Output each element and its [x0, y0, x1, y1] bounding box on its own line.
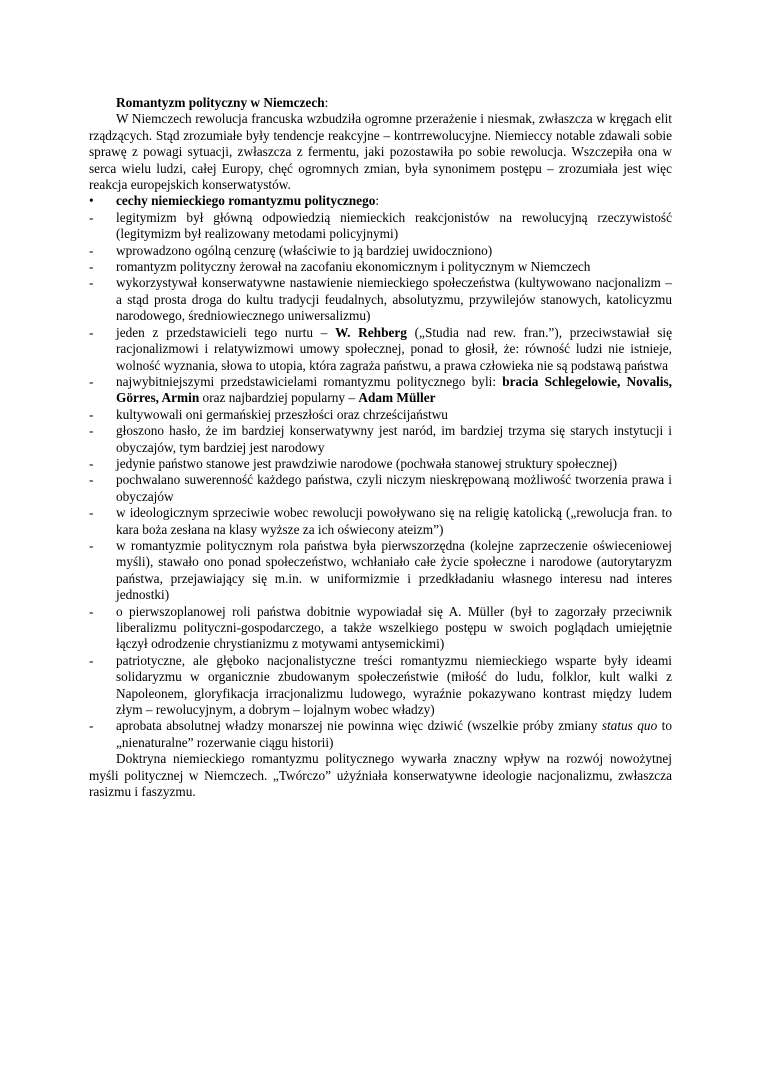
section-title: [116, 95, 672, 111]
list-item: [89, 259, 672, 275]
dash-marker: -: [89, 603, 94, 619]
list-item: [89, 653, 672, 719]
features-list: [89, 210, 672, 751]
list-item-text: wykorzystywał konserwatywne nastawienie niemieckiego społeczeństwa (kultywowano nacjonalizm – a stąd prosta droga do kultu tradycji feudalnych, absolutyzmu, przywilejów stanowych, katolicyzmu narodowego, średniowiecznego uniwersalizmu): [116, 275, 672, 324]
list-item-text: wprowadzono ogólną cenzurę (właściwie to ją bardziej uwidoczniono): [116, 242, 493, 258]
list-item-text: w ideologicznym sprzeciwie wobec rewolucji powoływano się na religię katolicką („rewolucja fran. to kara boża zesłana na klasy wyższe za ich oświecony ateizm”): [116, 505, 672, 537]
list-item-text: romantyzm polityczny żerował na zacofaniu ekonomicznym i politycznym w Niemczech: [116, 259, 591, 275]
dash-marker: -: [89, 505, 94, 521]
title-colon: :: [324, 95, 329, 110]
list-item: [89, 718, 672, 751]
list-item-text: oraz najbardziej popularny –: [199, 390, 359, 406]
bullet-heading: [89, 193, 672, 209]
italic-term: status quo: [601, 718, 658, 734]
dash-marker: -: [89, 259, 94, 275]
person-name: W. Rehberg: [335, 324, 407, 340]
list-item-text: („Studia nad rew. fran.”), przeciwstawiał się racjonalizmowi i relatywizmowi umowy społecznej, ponad to głosił, że: równość ludzi nie istnieje, wolność wyznania, słowa to utopia, która zagraża państwu, a prawa człowieka nie są podstawą państwa: [116, 324, 672, 373]
closing-paragraph: Doktryna niemieckiego romantyzmu politycznego wywarła znaczny wpływ na rozwój nowożytnej myśli politycznej w Niemczech. „Twórczo” użyźniała konserwatywne ideologie nacjonalizmu, zwłaszcza rasizmu i faszyzmu.: [89, 751, 672, 800]
list-item-text: to „nienaturalne” rozerwanie ciągu historii): [116, 718, 672, 750]
list-item: [89, 325, 672, 374]
title-text: Romantyzm polityczny w Niemczech: [116, 95, 325, 110]
list-item: [89, 423, 672, 456]
dash-marker: -: [89, 423, 94, 439]
list-item: [89, 407, 672, 423]
list-item-text: jedynie państwo stanowe jest prawdziwie narodowe (pochwała stanowej struktury społecznej): [116, 455, 618, 471]
bullet-icon: •: [89, 193, 94, 209]
list-item-text: w romantyzmie politycznym rola państwa była pierwszorzędna (kolejne zaprzeczenie oświeceniowej myśli), stawało ono ponad społeczeństwo, wchłaniało całe życie społeczne i narodowe (autorytaryzm państwa, przejawiający się m.in. w uniformizmie i przedkładaniu własnego interesu nad interes jednostki): [116, 537, 672, 603]
person-names: bracia Schlegelowie, Novalis, Görres, Armin: [116, 373, 672, 406]
dash-marker: -: [89, 324, 94, 340]
dash-marker: -: [89, 242, 94, 258]
list-item: [89, 505, 672, 538]
list-item: [89, 275, 672, 324]
dash-marker: -: [89, 406, 94, 422]
list-item-text: pochwalano suwerenność każdego państwa, czyli niczym nieskrępowaną możliwość tworzenia prawa i obyczajów: [116, 472, 672, 504]
list-item-text: jeden z przedstawicieli tego nurtu –: [116, 324, 336, 340]
dash-marker: -: [89, 209, 94, 225]
dash-marker: -: [89, 718, 94, 734]
dash-marker: -: [89, 275, 94, 291]
list-item: [89, 472, 672, 505]
list-item-text: legitymizm był główną odpowiedzią niemieckich reakcjonistów na rewolucyjną rzeczywistość (legitymizm był realizowany metodami policyjnymi): [116, 209, 672, 242]
document-page: [89, 95, 672, 800]
list-item: [89, 604, 672, 653]
bullet-heading-text: cechy niemieckiego romantyzmu politycznego: [116, 193, 376, 209]
bullet-heading-colon: :: [375, 193, 380, 209]
dash-marker: -: [89, 652, 94, 668]
intro-paragraph: W Niemczech rewolucja francuska wzbudziła ogromne przerażenie i niesmak, zwłaszcza w kręgach elit rządzących. Stąd zrozumiałe były tendencje reakcyjne – kontrrewolucyjne. Niemieccy notable zdawali sobie sprawę z powagi sytuacji, zwłaszcza z fermentu, jaki pozostawiła po sobie rewolucja. Wszczepiła ona w serca wielu ludzi, całej Europy, chęć ogromnych zmian, była synonimem postępu – zrozumiała jest więc reakcja europejskich konserwatystów.: [89, 111, 672, 193]
list-item-text: aprobata absolutnej władzy monarszej nie powinna więc dziwić (wszelkie próby zmiany: [116, 718, 602, 734]
dash-marker: -: [89, 373, 94, 389]
list-item-text: o pierwszoplanowej roli państwa dobitnie wypowiadał się A. Müller (był to zagorzały przeciwnik liberalizmu polityczni-gospodarczego, a także wszelkiego postępu w swoich poglądach umiejętnie łączył odrodzenie chrystianizmu z motywami antysemickimi): [116, 603, 672, 652]
list-item-text: najwybitniejszymi przedstawicielami romantyzmu politycznego byli:: [116, 373, 503, 389]
list-item: [89, 456, 672, 472]
dash-marker: -: [89, 472, 94, 488]
dash-marker: -: [89, 537, 94, 553]
person-name: Adam Müller: [358, 390, 436, 406]
list-item-text: patriotyczne, ale głęboko nacjonalistyczne treści romantyzmu niemieckiego wsparte były ideami solidaryzmu w organicznie zbudowanym społeczeństwie (miłość do ludu, folklor, kult walki z Napoleonem, gloryfikacja irracjonalizmu ludowego, wyraźnie pokazywano kontrast między ludem złym – rewolucyjnym, a dobrym – lojalnym wobec władzy): [116, 652, 672, 718]
dash-marker: -: [89, 455, 94, 471]
list-item: [89, 243, 672, 259]
list-item: [89, 210, 672, 243]
list-item-text: głoszono hasło, że im bardziej konserwatywny jest naród, im bardziej trzyma się starych instytucji i obyczajów, tym bardziej jest narodowy: [116, 423, 672, 455]
list-item: [89, 374, 672, 407]
list-item: [89, 538, 672, 604]
list-item-text: kultywowali oni germańskiej przeszłości oraz chrześcijaństwu: [116, 406, 448, 422]
